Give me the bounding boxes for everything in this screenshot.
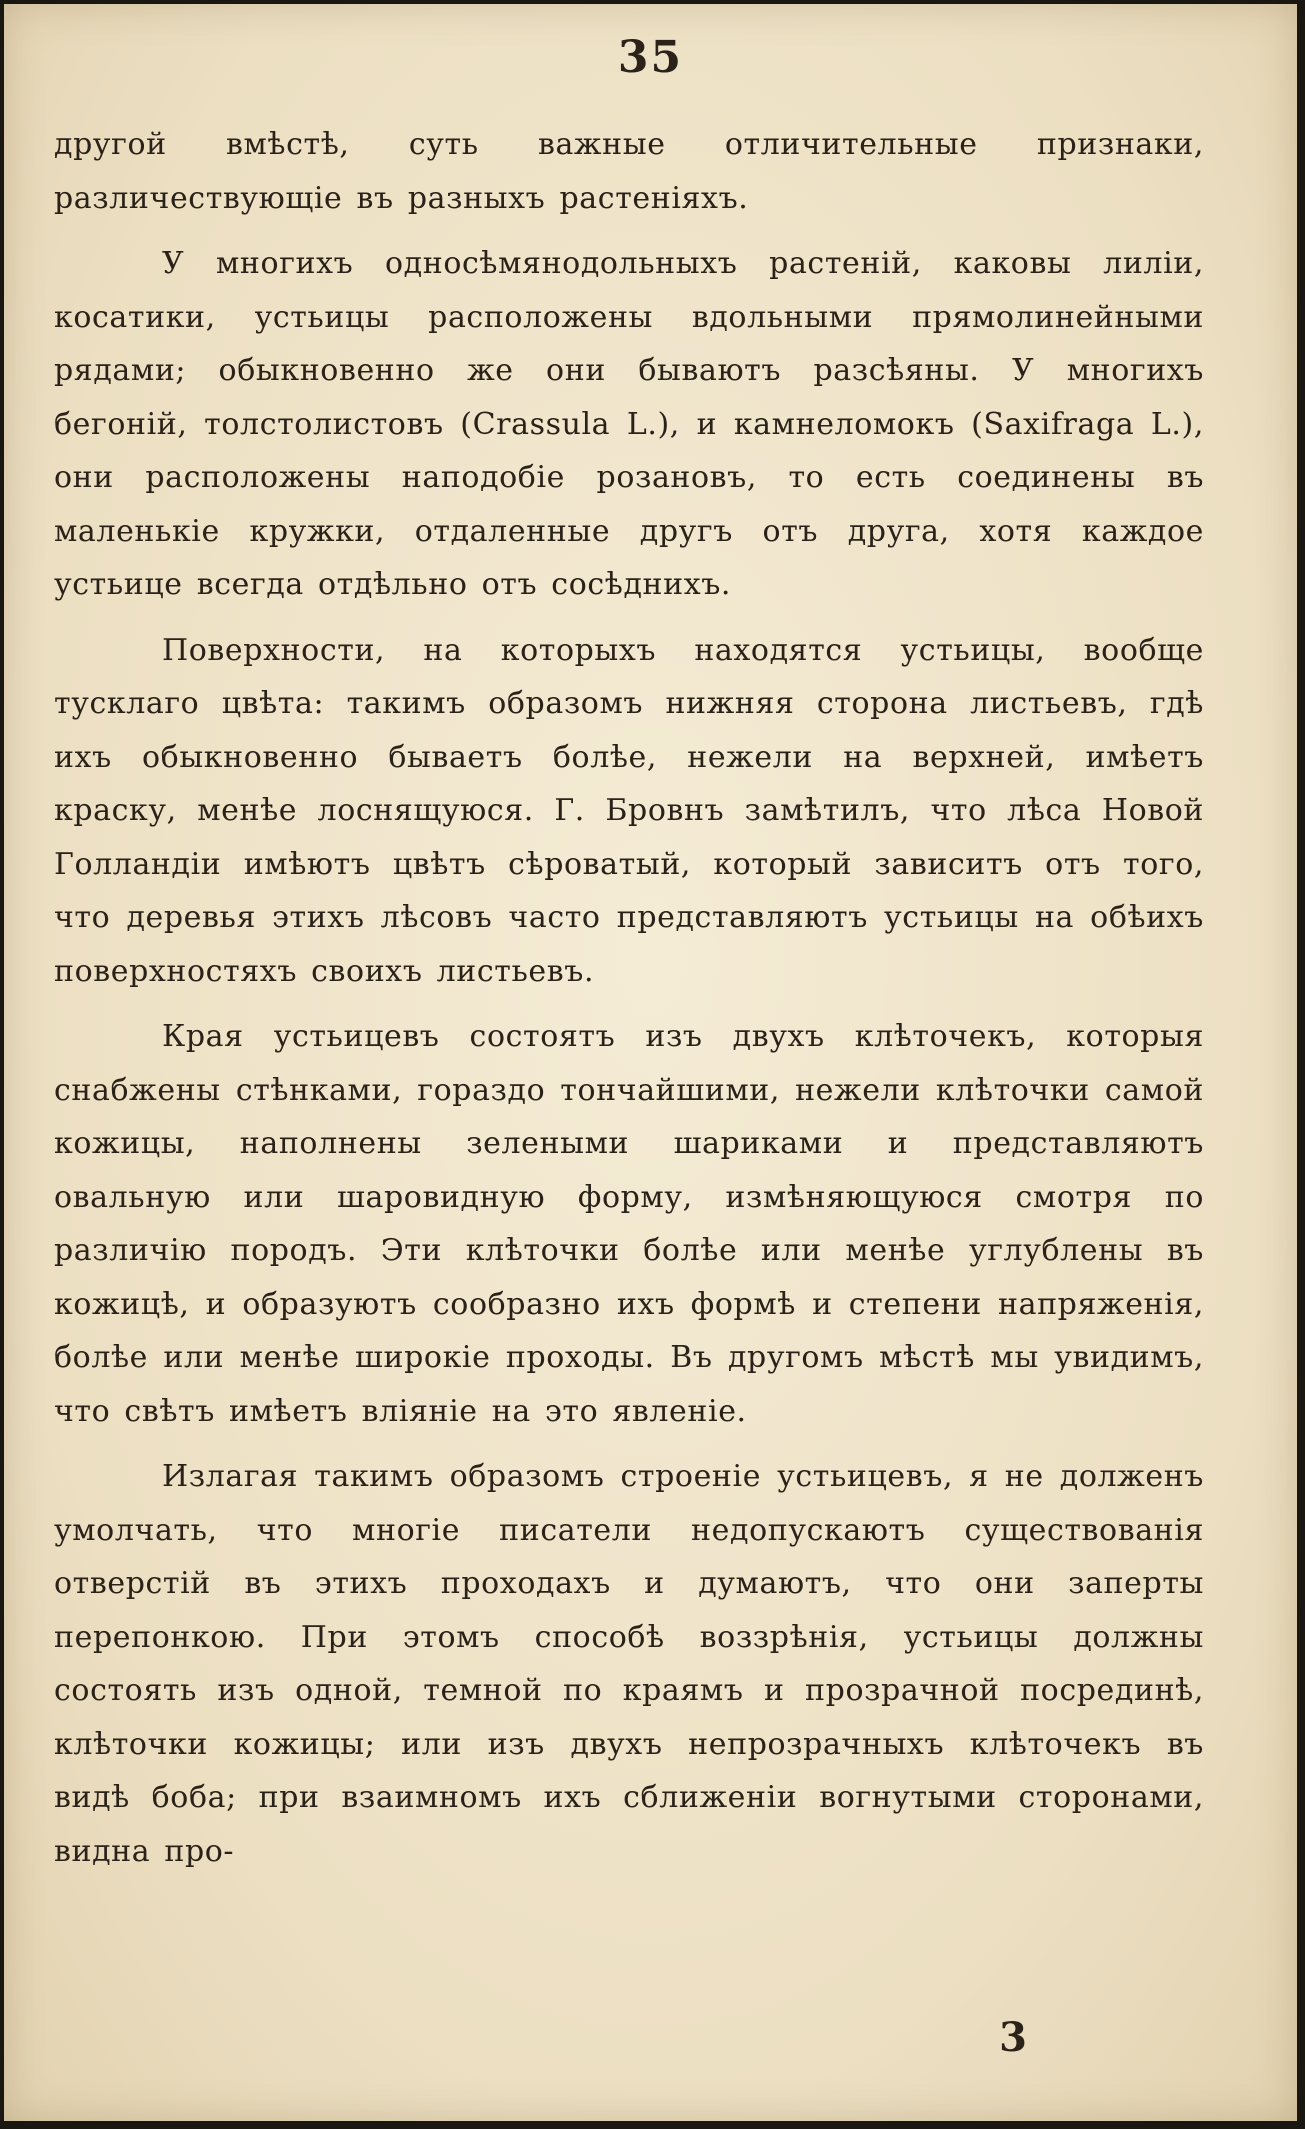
body-text <box>54 118 1204 1878</box>
paragraph-guard-cells: Края устьицевъ состоятъ изъ двухъ клѣточекъ, которыя снабжены стѣнками, гораздо тончайшими, нежели клѣточки самой кожицы, наполнены зелеными шариками и представляютъ овальную или шаровидную форму, измѣняющуюся смотря по различію породъ. Эти клѣточки болѣе или менѣе углублены въ кожицѣ, и образуютъ сообразно ихъ формѣ и степени напряженія, болѣе или менѣе широкіе проходы. Въ другомъ мѣстѣ мы увидимъ, что свѣтъ имѣетъ вліяніе на это явленіе. <box>54 1019 1204 1429</box>
page-number: 35 <box>617 32 684 83</box>
paragraph-stomata-arrangement: У многихъ односѣмянодольныхъ растеній, каковы лиліи, косатики, устьицы расположены вдольными прямолинейными рядами; обыкновенно же они бываютъ разсѣяны. У многихъ бегоній, толстолистовъ (Crassula L.), и камнеломокъ (Saxifraga L.), они расположены наподобіе розановъ, то есть соединены въ маленькіе кружки, отдаленные другъ отъ друга, хотя каждое устьице всегда отдѣльно отъ сосѣднихъ. <box>54 246 1204 602</box>
book-page <box>4 4 1297 2121</box>
paragraph-surface-color: Поверхности, на которыхъ находятся устьицы, вообще тусклаго цвѣта: такимъ образомъ нижняя сторона листьевъ, гдѣ ихъ обыкновенно бываетъ болѣе, нежели на верхней, имѣетъ краску, менѣе лоснящуюся. Г. Бровнъ замѣтилъ, что лѣса Новой Голландіи имѣютъ цвѣтъ сѣроватый, который зависитъ отъ того, что деревья этихъ лѣсовъ часто представляютъ устьицы на обѣихъ поверхностяхъ своихъ листьевъ. <box>54 632 1204 989</box>
signature-mark: 3 <box>999 2014 1027 2061</box>
paragraph-structure-views: Излагая такимъ образомъ строеніе устьицевъ, я не долженъ умолчать, что многіе писатели недопускаютъ существованія отверстій въ этихъ проходахъ и думаютъ, что они заперты перепонкою. При этомъ способѣ воззрѣнія, устьицы должны состоять изъ одной, темной по краямъ и прозрачной посрединѣ, клѣточки кожицы; или изъ двухъ непрозрачныхъ клѣточекъ въ видѣ боба; при взаимномъ ихъ сближеніи вогнутыми сторонами, видна про- <box>54 1459 1204 1869</box>
paragraph-continuation: другой вмѣстѣ, суть важные отличительные признаки, различествующіе въ разныхъ растеніяхъ. <box>54 127 1204 216</box>
